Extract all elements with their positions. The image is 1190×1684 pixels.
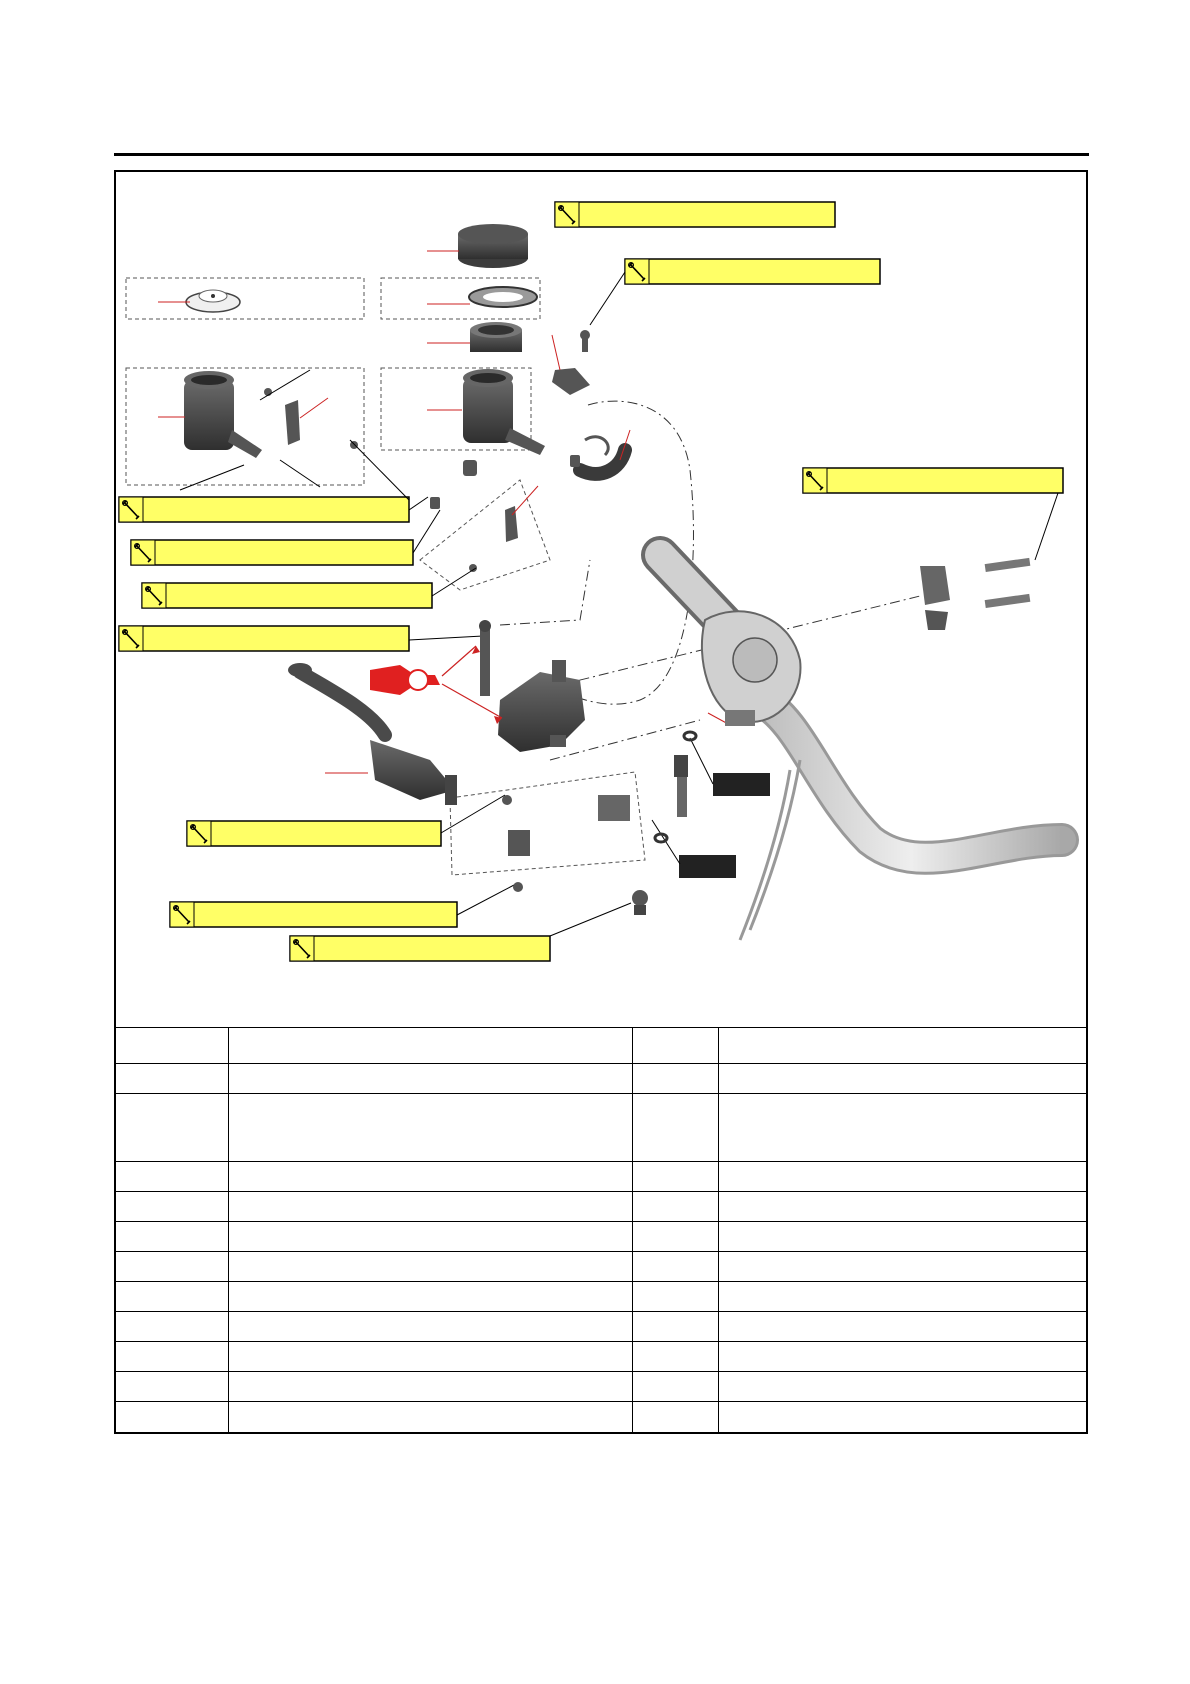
reservoir-bracket <box>552 368 590 395</box>
torque-callout-6 <box>142 583 432 608</box>
reservoir-cap <box>458 224 528 268</box>
alt-diaphragm <box>186 290 240 312</box>
master-cylinder-holder <box>920 558 1030 630</box>
union-bolt-assembly <box>632 732 696 915</box>
torque-callout-1 <box>555 202 835 227</box>
table-row <box>114 1162 1088 1192</box>
table-row <box>114 1094 1088 1162</box>
torque-callout-7 <box>119 626 409 651</box>
torque-callout-3 <box>803 468 1063 493</box>
table-row <box>114 1192 1088 1222</box>
torque-callout-5 <box>131 540 413 565</box>
torque-callout-4 <box>119 497 409 522</box>
table-row <box>114 1342 1088 1372</box>
brake-fluid-reservoir-alt <box>184 371 262 458</box>
table-row <box>114 1372 1088 1402</box>
master-cylinder <box>479 620 585 752</box>
torque-callout-2 <box>625 259 880 284</box>
torque-callout-8 <box>187 821 441 846</box>
table-row <box>114 1402 1088 1432</box>
torque-callout-9 <box>170 902 457 927</box>
reservoir-bracket-alt <box>285 400 300 445</box>
table-row <box>114 1282 1088 1312</box>
table-row <box>114 1222 1088 1252</box>
table-row <box>114 1028 1088 1064</box>
brake-fluid-reservoir <box>463 369 545 455</box>
parts-table <box>114 1027 1088 1432</box>
hose-clamp <box>585 437 608 455</box>
black-label-2 <box>679 855 736 878</box>
table-row <box>114 1312 1088 1342</box>
black-label-1 <box>713 773 770 796</box>
table-row <box>114 1252 1088 1282</box>
brake-light-switch <box>502 795 630 892</box>
reservoir-bracket-2 <box>505 506 518 542</box>
diaphragm <box>470 322 522 352</box>
table-row <box>114 1064 1088 1094</box>
torque-callout-10 <box>290 936 550 961</box>
reservoir-hose <box>580 450 625 474</box>
option-boxes <box>126 278 645 875</box>
